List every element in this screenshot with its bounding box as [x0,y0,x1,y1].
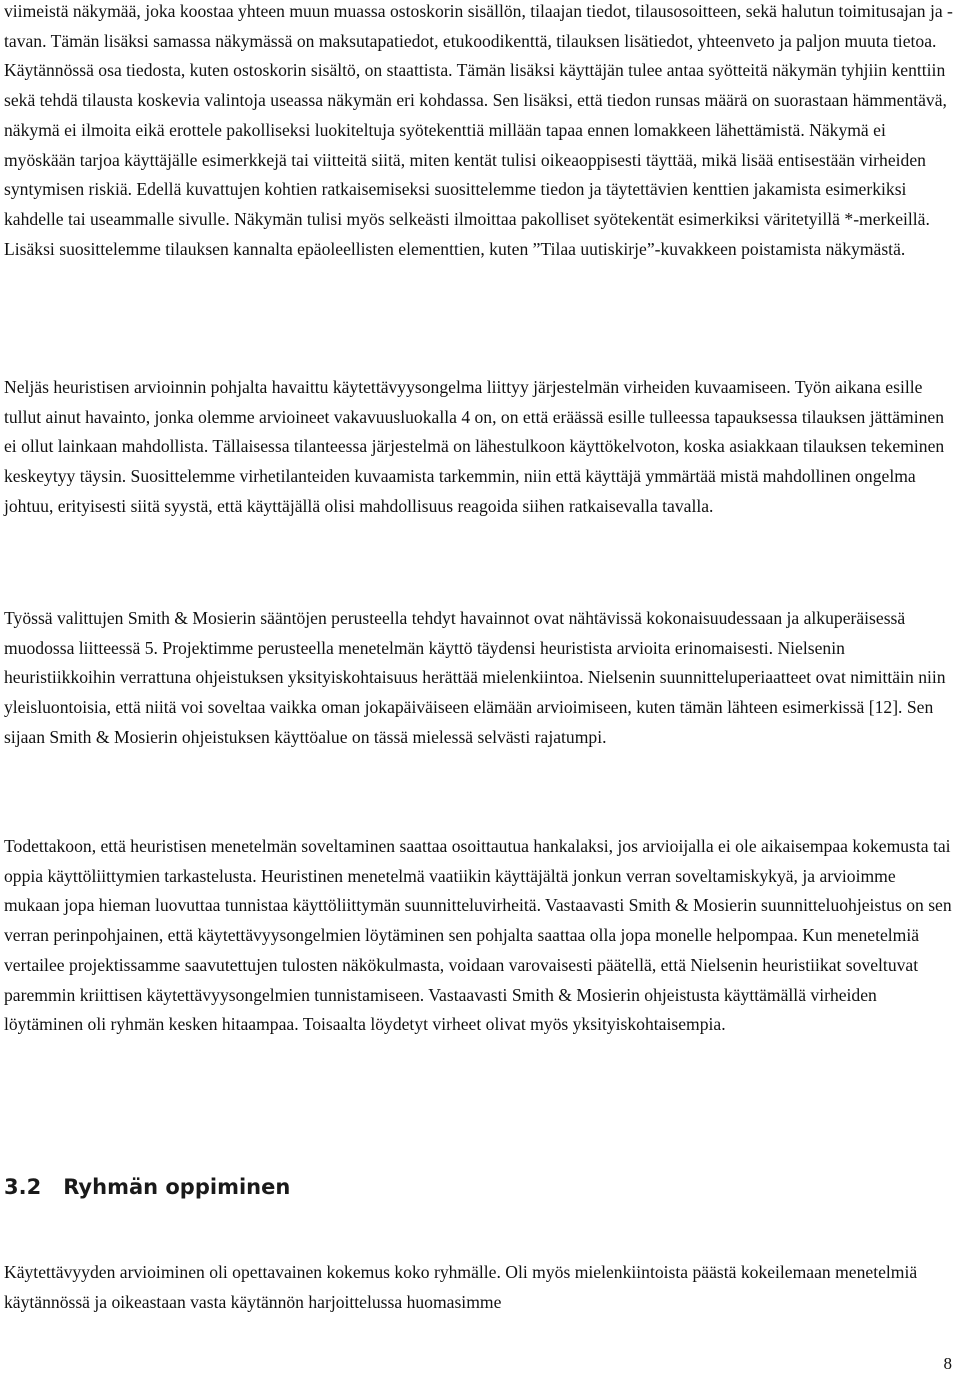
paragraph-4: Todettakoon, että heuristisen menetelmän soveltaminen saattaa osoittautua hankalaksi, jos arvioijalla ei ole aikaisempaa kokemusta tai oppia käyttöliittymien tarkastelusta. Heuristinen menetelmä vaatiikin käyttäjältä jonkun verran soveltamiskykyä, ja arvioimme mukaan jopa hieman luovuttaa tunnistaa käyttöliittymän suunnitteluvirheitä. Vastaavasti Smith & Mosierin suunnitteluohjeistus on sen verran perinpohjainen, että käytettävyysongelmien löytäminen sen pohjalta saattaa olla jopa monelle helpompaa. Kun menetelmiä vertailee projektissamme saavutettujen tulosten näkökulmasta, voidaan varovaisesti päätellä, että Nielsenin heuristiikat soveltuvat paremmin kriittisen käytettävyysongelmien tunnistamiseen. Vastaavasti Smith & Mosierin ohjeistusta käyttämällä virheiden löytäminen oli ryhmän kesken hitaampaa. Toisaalta löydetyt virheet olivat myös yksityiskohtaisempia. [4,836,952,1035]
paragraph-5: Käytettävyyden arvioiminen oli opettavainen kokemus koko ryhmälle. Oli myös mielenkiintoista päästä kokeilemaan menetelmiä käytännössä ja oikeastaan vasta käytännön harjoittelussa huomasimme [4,1262,918,1312]
paragraph-2: Neljäs heuristisen arvioinnin pohjalta havaittu käytettävyysongelma liittyy järjestelmän virheiden kuvaamiseen. Työn aikana esille tullut ainut havainto, jonka olemme arvioineet vakavuusluokalla 4 on, on että eräässä esille tulleessa tapauksessa tilauksen jättäminen ei ollut lainkaan mahdollista. Tällaisessa tilanteessa järjestelmä on lähestulkoon käyttökelvoton, koska asiakkaan tilauksen tekeminen keskeytyy täysin. Suosittelemme virhetilanteiden kuvaamista tarkemmin, niin että käyttäjä ymmärtää mistä mahdollinen ongelma johtuu, erityisesti siitä syystä, että käyttäjällä olisi mahdollisuus reagoida siihen ratkaisevalla tavalla. [4,377,945,516]
page-number: 8 [943,1354,952,1373]
section-heading [4,1172,290,1202]
section-number: 3.2 [4,1175,42,1199]
section-title: Ryhmän oppiminen [63,1175,291,1199]
paragraph-1: viimeistä näkymää, joka koostaa yhteen muun muassa ostoskorin sisällön, tilaajan tiedot, tilausosoitteen, sekä halutun toimitusajan ja -tavan. Tämän lisäksi samassa näkymässä on maksutapatiedot, etukoodikenttä, tilauksen lisätiedot, yhteenveto ja paljon muuta tietoa. Käytännössä osa tiedosta, kuten ostoskorin sisältö, on staattista. Tämän lisäksi käyttäjän tulee antaa syötteitä näkymän tyhjiin kenttiin sekä tehdä tilausta koskevia valintoja useassa näkymän eri kohdassa. Sen lisäksi, että tiedon runsas määrä on suorastaan hämmentävä, näkymä ei ilmoita eikä erottele pakolliseksi luokiteltuja syötekenttiä millään tapaa ennen lomakkeen lähettämistä. Näkymä ei myöskään tarjoa käyttäjälle esimerkkejä tai viitteitä siitä, miten kentät tulisi oikeaoppisesti täyttää, mikä lisää entisestään virheiden syntymisen riskiä. Edellä kuvattujen kohtien ratkaisemiseksi suosittelemme tiedon ja täytettävien kenttien jakamista esimerkiksi kahdelle tai useammalle sivulle. Näkymän tulisi myös selkeästi ilmoittaa pakolliset syötekentät esimerkiksi väritetyillä *-merkeillä. Lisäksi suosittelemme tilauksen kannalta epäoleellisten elementtien, kuten ”Tilaa uutiskirje”-kuvakkeen poistamista näkymästä. [4,1,953,259]
paragraph-3: Työssä valittujen Smith & Mosierin sääntöjen perusteella tehdyt havainnot ovat nähtävissä kokonaisuudessaan ja alkuperäisessä muodossa liitteessä 5. Projektimme perusteella menetelmän käyttö täydensi heuristista arvioita erinomaisesti. Nielsenin heuristiikkoihin verrattuna ohjeistuksen yksityiskohtaisuus herättää mielenkiintoa. Nielsenin suunnitteluperiaatteet ovat nimittäin niin yleisluontoisia, että niitä voi soveltaa vaikka oman jokapäiväiseen elämään arvioimiseen, kuten tämän lähteen esimerkissä [12]. Sen sijaan Smith & Mosierin ohjeistuksen käyttöalue on tässä mielessä selvästi rajatumpi. [4,608,946,747]
